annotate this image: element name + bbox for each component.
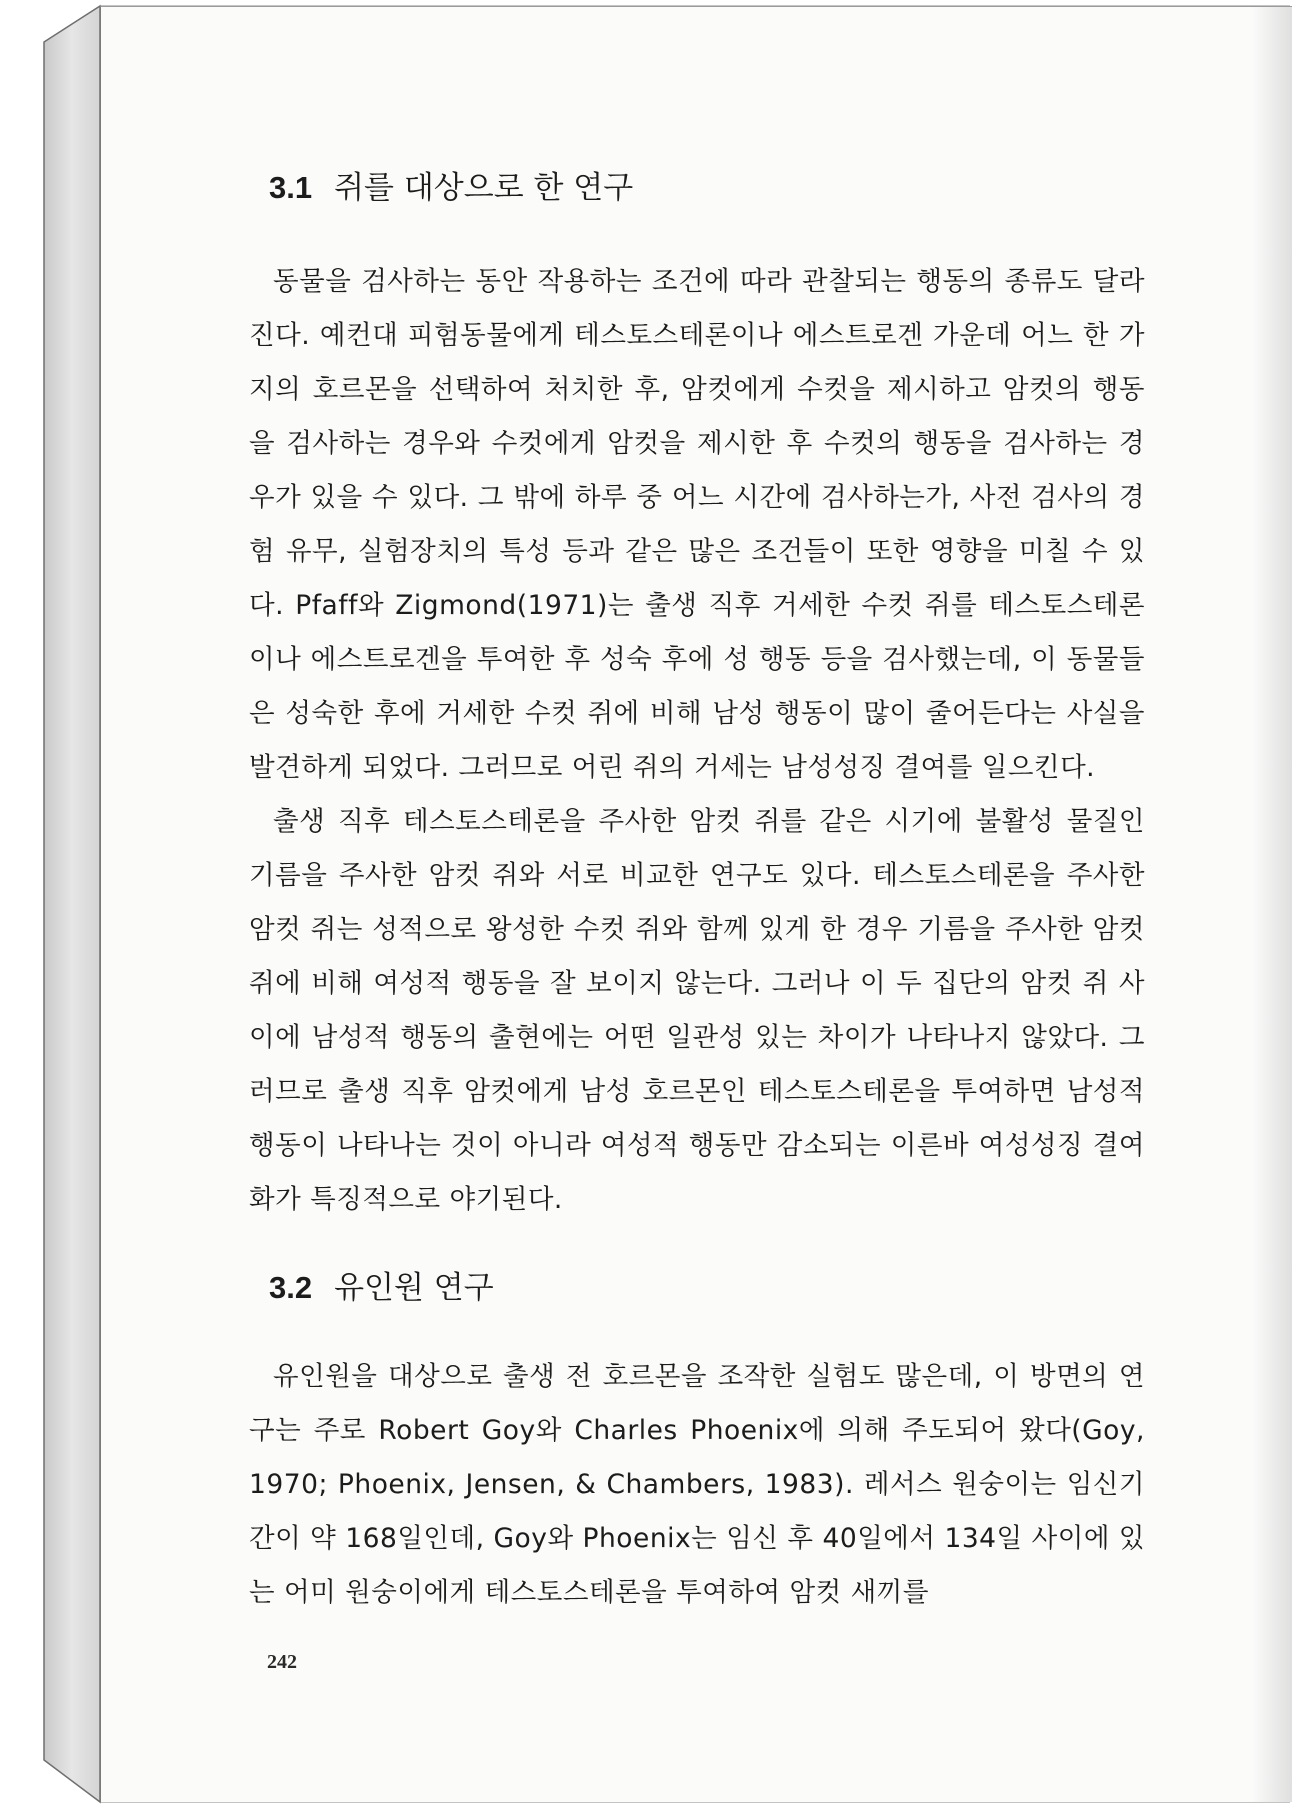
- page-shadow: [1252, 7, 1292, 1802]
- section-title: 유인원 연구: [334, 1270, 494, 1306]
- page-number: 242: [267, 1651, 297, 1673]
- paragraph: 유인원을 대상으로 출생 전 호르몬을 조작한 실험도 많은데, 이 방면의 연구는 주로 Robert Goy와 Charles Phoenix에 의해 주도되어 왔다(Goy, 1970; Phoenix, Jensen, & Chambers, 1983). 레서스 원숭이는 임신기간이 약 168일인데, Goy와 Phoenix는 임신 후 40일에서 134일 사이에 있는 어미 원숭이에게 테스토스테론을 투여하여 암컷 새끼를: [249, 1361, 1145, 1608]
- section-title: 쥐를 대상으로 한 연구: [334, 170, 634, 206]
- section-heading-3-2: [269, 1262, 494, 1307]
- section-heading-3-1: [269, 162, 633, 207]
- section-number: 3.2: [269, 1270, 313, 1305]
- book-page: [100, 6, 1292, 1802]
- section-number: 3.1: [269, 170, 313, 205]
- paragraph: 동물을 검사하는 동안 작용하는 조건에 따라 관찰되는 행동의 종류도 달라진다. 예컨대 피험동물에게 테스토스테론이나 에스트로겐 가운데 어느 한 가지의 호르몬을 선택하여 처치한 후, 암컷에게 수컷을 제시하고 암컷의 행동을 검사하는 경우와 수컷에게 암컷을 제시한 후 수컷의 행동을 검사하는 경우가 있을 수 있다. 그 밖에 하루 중 어느 시간에 검사하는가, 사전 검사의 경험 유무, 실험장치의 특성 등과 같은 많은 조건들이 또한 영향을 미칠 수 있다. Pfaff와 Zigmond(1971)는 출생 직후 거세한 수컷 쥐를 테스토스테론이나 에스트로겐을 투여한 후 성숙 후에 성 행동 등을 검사했는데, 이 동물들은 성숙한 후에 거세한 수컷 쥐에 비해 남성 행동이 많이 줄어든다는 사실을 발견하게 되었다. 그러므로 어린 쥐의 거세는 남성성징 결여를 일으킨다.: [249, 266, 1145, 783]
- paragraph: 출생 직후 테스토스테론을 주사한 암컷 쥐를 같은 시기에 불활성 물질인 기름을 주사한 암컷 쥐와 서로 비교한 연구도 있다. 테스토스테론을 주사한 암컷 쥐는 성적으로 왕성한 수컷 쥐와 함께 있게 한 경우 기름을 주사한 암컷 쥐에 비해 여성적 행동을 잘 보이지 않는다. 그러나 이 두 집단의 암컷 쥐 사이에 남성적 행동의 출현에는 어떤 일관성 있는 차이가 나타나지 않았다. 그러므로 출생 직후 암컷에게 남성 호르몬인 테스토스테론을 투여하면 남성적 행동이 나타나는 것이 아니라 여성적 행동만 감소되는 이른바 여성성징 결여화가 특징적으로 야기된다.: [249, 806, 1145, 1215]
